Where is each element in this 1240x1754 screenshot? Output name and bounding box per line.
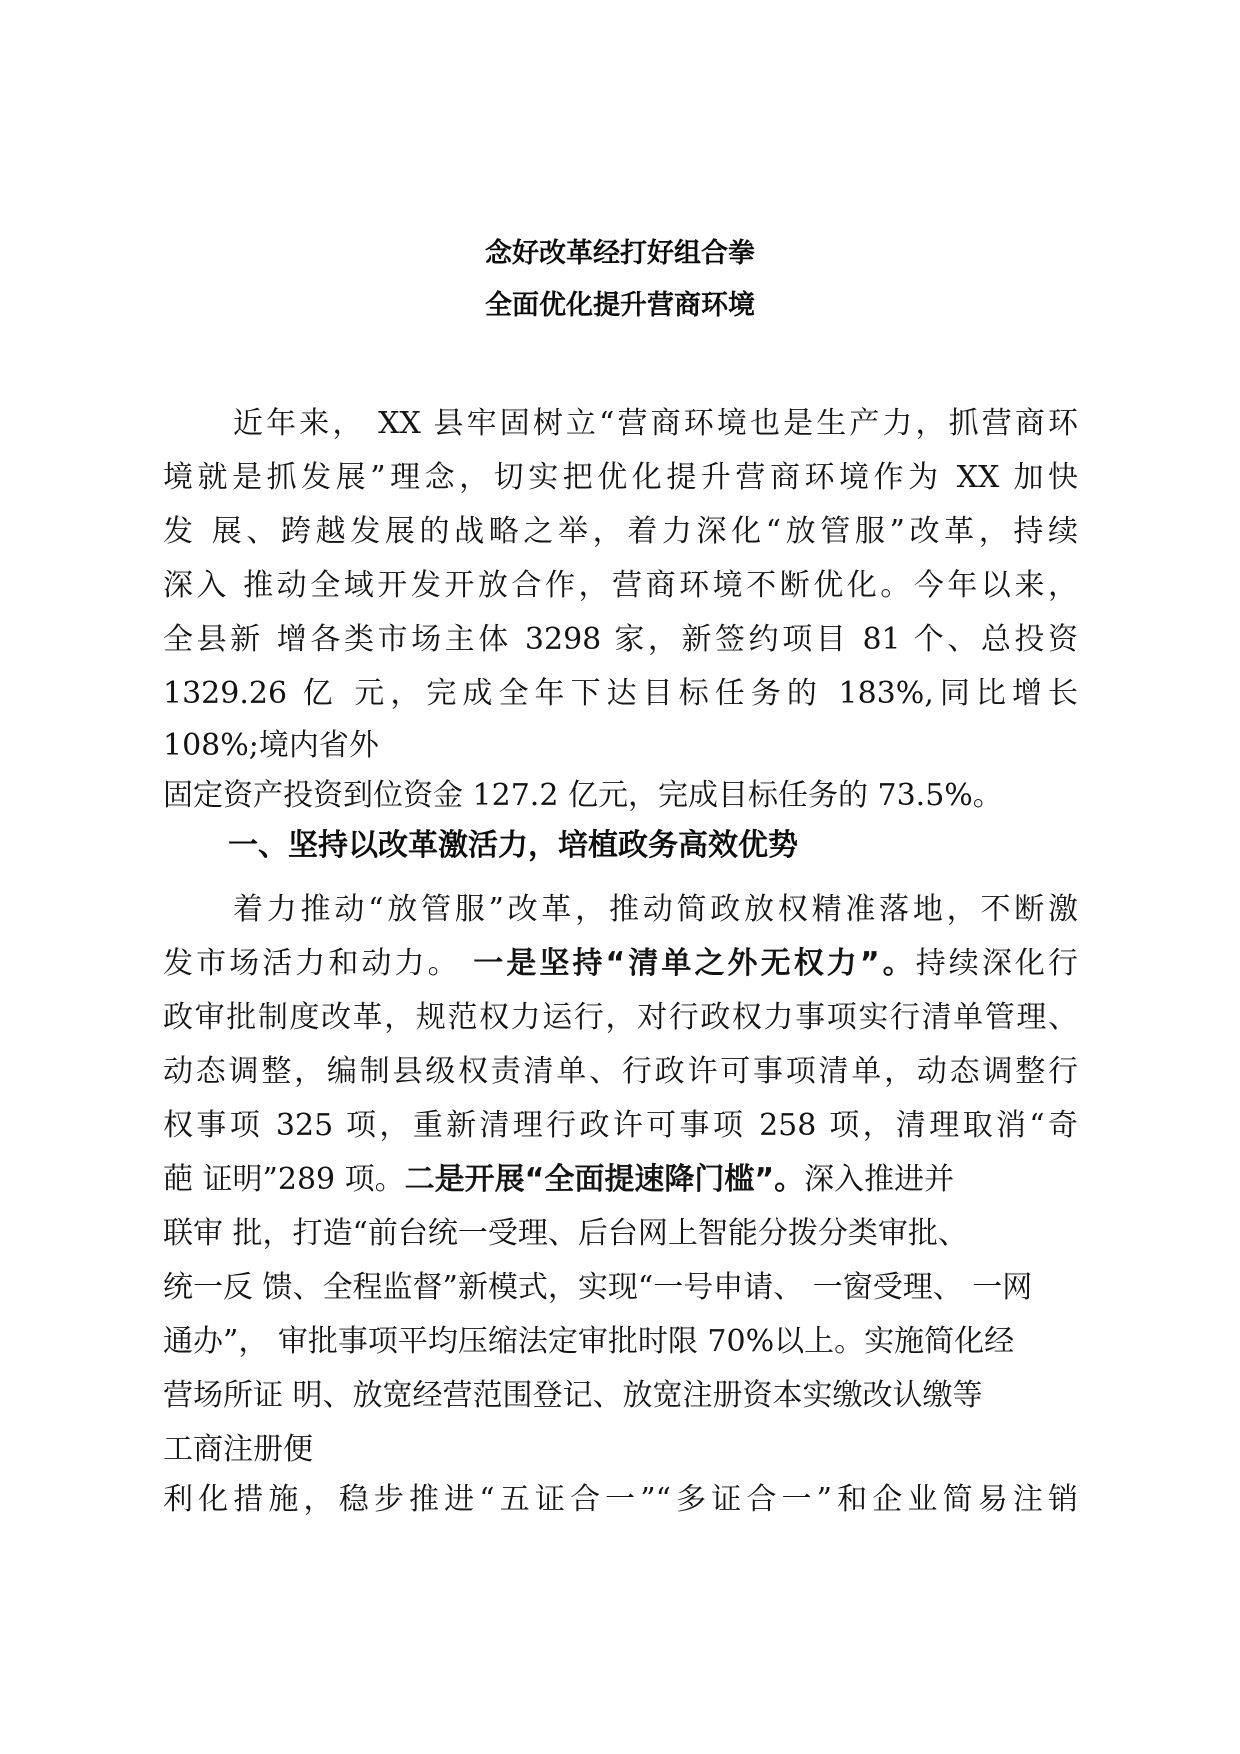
intro-line-8: 固定资产投资到位资金 127.2 亿元，完成目标任务的 73.5%。 (163, 778, 1003, 813)
p2-line-1: 着力推动“放管服”改革，推动简政放权精准落地，不断激 (233, 892, 1078, 927)
section-heading-1: 一、坚持以改革激活力，培植政务高效优势 (228, 828, 798, 863)
intro-line-5: 全县新 增各类市场主体 3298 家，新签约项目 81 个、总投资 (163, 622, 1078, 657)
p2-line-9: 通办”， 审批事项平均压缩法定审批时限 70%以上。实施简化经 (163, 1324, 1015, 1359)
p2-line-2 (163, 944, 1078, 984)
p2-line-2-text: 发市场活力和动力。 (163, 946, 474, 981)
p2-point-2-heading: 二是开展“全面提速降门槛”。 (404, 1162, 805, 1197)
p2-line-5: 权事项 325 项，重新清理行政许可事项 258 项，清理取消“奇 (163, 1108, 1078, 1143)
intro-line-6: 1329.26 亿 元，完成全年下达目标任务的 183%,同比增长 (163, 676, 1078, 711)
p2-line-10: 营场所证 明、放宽经营范围登记、放宽注册资本实缴改认缴等 (163, 1378, 983, 1413)
p2-point-1-heading: 一是坚持“清单之外无权力”。 (473, 946, 916, 981)
p2-line-11: 工商注册便 (163, 1432, 313, 1467)
intro-line-4: 深入 推动全域开发开放合作，营商环境不断优化。今年以来， (163, 568, 1078, 603)
p2-line-3: 政审批制度改革，规范权力运行，对行政权力事项实行清单管理、 (163, 1000, 1078, 1035)
document-title-line-1: 念好改革经打好组合拳 (485, 238, 755, 269)
intro-line-3: 发 展、跨越发展的战略之举，着力深化“放管服”改革，持续 (163, 514, 1078, 549)
p2-line-4: 动态调整，编制县级权责清单、行政许可事项清单，动态调整行 (163, 1054, 1078, 1089)
p2-line-2-tail: 持续深化行 (915, 946, 1079, 981)
intro-line-7: 108%;境内省外 (163, 728, 379, 763)
p2-line-7: 联审 批，打造“前台统一受理、后台网上智能分拨分类审批、 (163, 1216, 968, 1251)
document-title-line-2: 全面优化提升营商环境 (485, 290, 755, 321)
intro-line-1: 近年来， XX 县牢固树立“营商环境也是生产力，抓营商环 (233, 406, 1078, 441)
p2-line-12: 利化措施，稳步推进“五证合一”“多证合一”和企业简易注销 (163, 1482, 1078, 1517)
p2-line-8: 统一反 馈、全程监督”新模式，实现“一号申请、 一窗受理、 一网 (163, 1270, 1033, 1305)
intro-line-2: 境就是抓发展”理念，切实把优化提升营商环境作为 XX 加快 (163, 460, 1078, 495)
p2-line-6-tail: 深入推进并 (804, 1162, 955, 1197)
p2-line-6-text: 葩 证明”289 项。 (163, 1162, 405, 1197)
p2-line-6 (163, 1160, 954, 1200)
